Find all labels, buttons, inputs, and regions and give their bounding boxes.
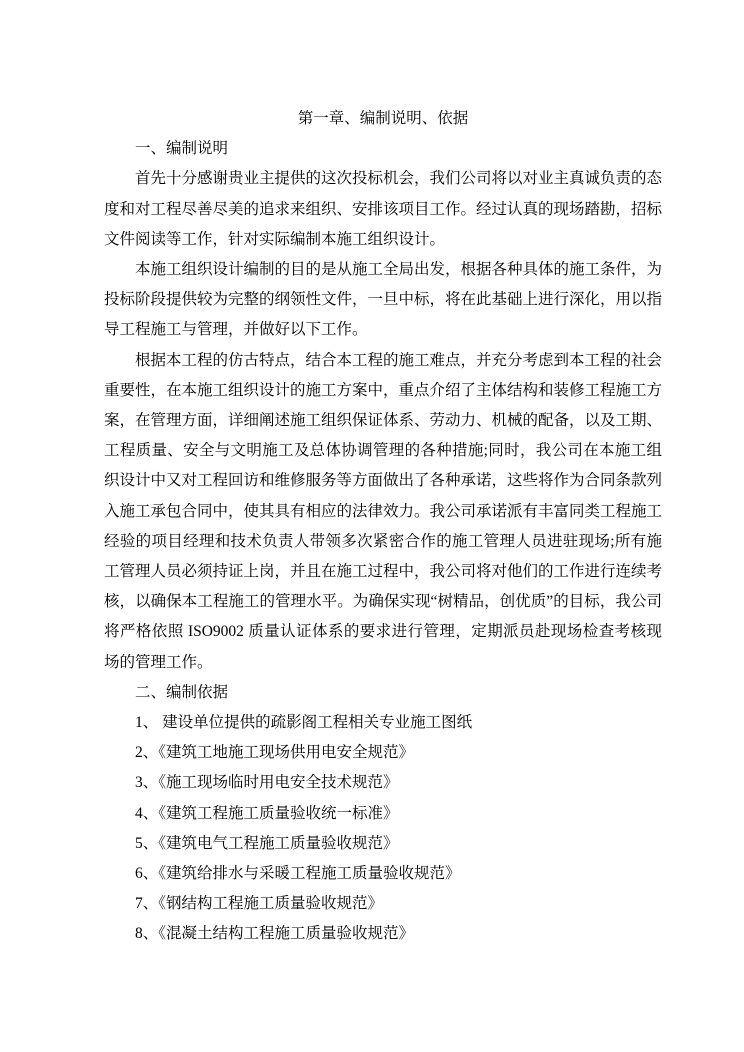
list-item: 1、 建设单位提供的疏影阁工程相关专业施工图纸: [135, 714, 473, 732]
paragraph: 根据本工程的仿古特点，结合本工程的施工难点，并充分考虑到本工程的社会重要性，在本施工组织设计的施工方案中，重点介绍了主体结构和装修工程施工方案，在管理方面，详细阐述施工组织保证体系、劳动力、机械的配备，以及工期、工程质量、安全与文明施工及总体协调管理的各种措施;同时，我公司在本施工组织设计中又对工程回访和维修服务等方面做出了各种承诺，这些将作为合同条款列入施工承包合同中，使其具有相应的法律效力。我公司承诺派有丰富同类工程施工经验的项目经理和技术负责人带领多次紧密合作的施工管理人员进驻现场;所有施工管理人员必须持证上岗，并且在施工过程中，我公司将对他们的工作进行连续考核，以确保本工程施工的管理水平。为确保实现“树精品，创优质”的目标，我公司将严格依照 ISO9002 质量认证体系的要求进行管理，定期派员赴现场检查考核现场的管理工作。: [104, 351, 663, 671]
paragraph: 本施工组织设计编制的目的是从施工全局出发，根据各种具体的施工条件，为投标阶段提供较为完整的纲领性文件，一旦中标，将在此基础上进行深化，用以指导工程施工与管理，并做好以下工作。: [104, 261, 663, 339]
list-item: 4、《建筑工程施工质量验收统一标准》: [135, 804, 399, 822]
list-item: 6、《建筑给排水与采暖工程施工质量验收规范》: [135, 865, 461, 883]
chapter-title: 第一章、编制说明、依据: [297, 110, 469, 127]
list-item: 7、《钢结构工程施工质量验收规范》: [135, 895, 384, 913]
list-item: 8、《混凝土结构工程施工质量验收规范》: [135, 925, 415, 943]
paragraph: 首先十分感谢贵业主提供的这次投标机会，我们公司将以对业主真诚负责的态度和对工程尽善尽美的追求来组织、安排该项目工作。经过认真的现场踏勘，招标文件阅读等工作，针对实际编制本施工组织设计。: [104, 170, 663, 248]
list-item: 3、《施工现场临时用电安全技术规范》: [135, 774, 399, 792]
list-item: 2、《建筑工地施工现场供用电安全规范》: [135, 744, 415, 762]
list-item: 5、《建筑电气工程施工质量验收规范》: [135, 834, 399, 852]
section-1-heading: 一、编制说明: [135, 140, 229, 158]
section-2-heading: 二、编制依据: [135, 683, 229, 701]
